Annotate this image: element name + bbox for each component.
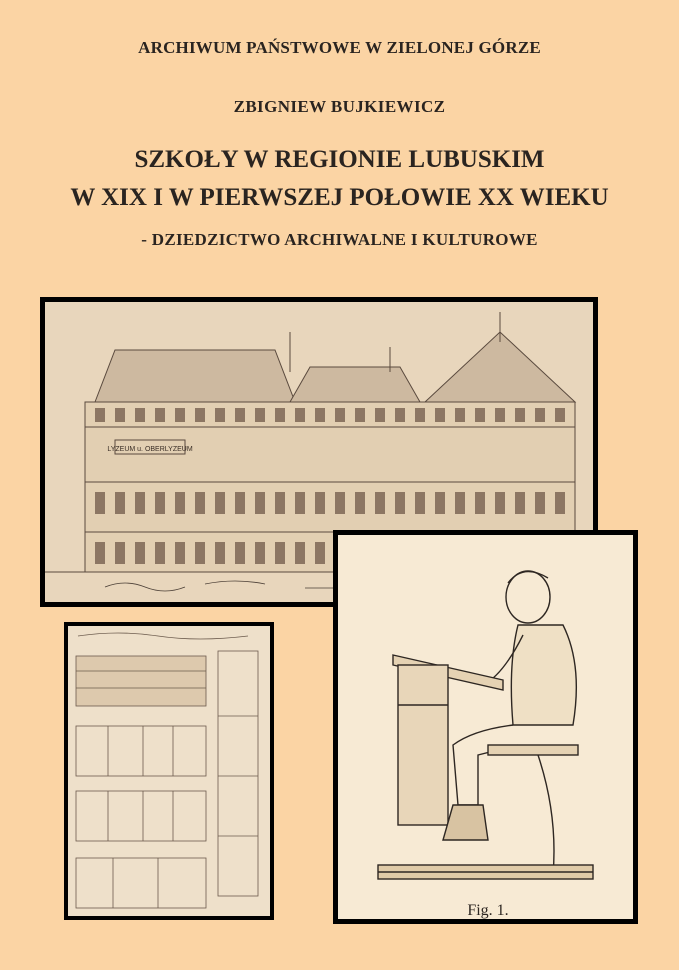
- facade-window: [315, 408, 325, 422]
- facade-sign: LYZEUM u. OBERLYZEUM: [107, 446, 193, 453]
- facade-window: [95, 542, 105, 564]
- facade-window: [395, 408, 405, 422]
- facade-window: [175, 542, 185, 564]
- facade-window: [315, 542, 325, 564]
- facade-window: [355, 492, 365, 514]
- author-name: ZBIGNIEW BUJKIEWICZ: [233, 97, 446, 116]
- facade-window: [215, 542, 225, 564]
- institution-name: ARCHIWUM PAŃSTWOWE W ZIELONEJ GÓRZE: [138, 38, 541, 57]
- facade-window: [195, 492, 205, 514]
- facade-window: [155, 542, 165, 564]
- desk-figure: [338, 535, 633, 919]
- facade-window: [235, 408, 245, 422]
- facade-window: [355, 408, 365, 422]
- facade-window: [435, 492, 445, 514]
- facade-window: [275, 408, 285, 422]
- facade-window: [175, 408, 185, 422]
- facade-window: [255, 408, 265, 422]
- facade-window: [515, 408, 525, 422]
- facade-window: [295, 492, 305, 514]
- title-line-2: W XIX I W PIERWSZEJ POŁOWIE XX WIEKU: [70, 184, 609, 211]
- facade-window: [235, 492, 245, 514]
- facade-window: [515, 492, 525, 514]
- facade-window: [315, 492, 325, 514]
- facade-window: [275, 542, 285, 564]
- facade-window: [415, 408, 425, 422]
- facade-window: [295, 542, 305, 564]
- subtitle: - DZIEDZICTWO ARCHIWALNE I KULTUROWE: [141, 230, 538, 249]
- facade-window: [555, 492, 565, 514]
- facade-window: [255, 492, 265, 514]
- facade-window: [495, 492, 505, 514]
- facade-window: [535, 408, 545, 422]
- facade-window: [275, 492, 285, 514]
- facade-window: [475, 492, 485, 514]
- facade-window: [155, 492, 165, 514]
- facade-window: [95, 492, 105, 514]
- facade-window: [175, 492, 185, 514]
- facade-window: [375, 408, 385, 422]
- facade-window: [535, 492, 545, 514]
- facade-window: [235, 542, 245, 564]
- facade-window: [375, 492, 385, 514]
- facade-window: [295, 408, 305, 422]
- facade-window: [435, 408, 445, 422]
- facade-window: [455, 408, 465, 422]
- facade-window: [95, 408, 105, 422]
- facade-window: [135, 542, 145, 564]
- facade-window: [215, 492, 225, 514]
- facade-window: [115, 542, 125, 564]
- facade-window: [195, 408, 205, 422]
- figure-caption: Fig. 1.: [467, 902, 509, 919]
- pupil-desk-illustration: [333, 530, 638, 924]
- facade-window: [155, 408, 165, 422]
- facade-window: [215, 408, 225, 422]
- facade-window: [455, 492, 465, 514]
- title-line-1: SZKOŁY W REGIONIE LUBUSKIM: [134, 146, 545, 173]
- facade-window: [335, 492, 345, 514]
- facade-window: [555, 408, 565, 422]
- facade-window: [115, 408, 125, 422]
- facade-window: [195, 542, 205, 564]
- facade-window: [115, 492, 125, 514]
- school-floor-plan: [64, 622, 274, 920]
- facade-window: [135, 408, 145, 422]
- facade-window: [495, 408, 505, 422]
- facade-window: [335, 408, 345, 422]
- facade-window: [415, 492, 425, 514]
- facade-window: [135, 492, 145, 514]
- facade-window: [255, 542, 265, 564]
- floor-plan-illustration: [68, 626, 270, 916]
- facade-window: [475, 408, 485, 422]
- facade-window: [395, 492, 405, 514]
